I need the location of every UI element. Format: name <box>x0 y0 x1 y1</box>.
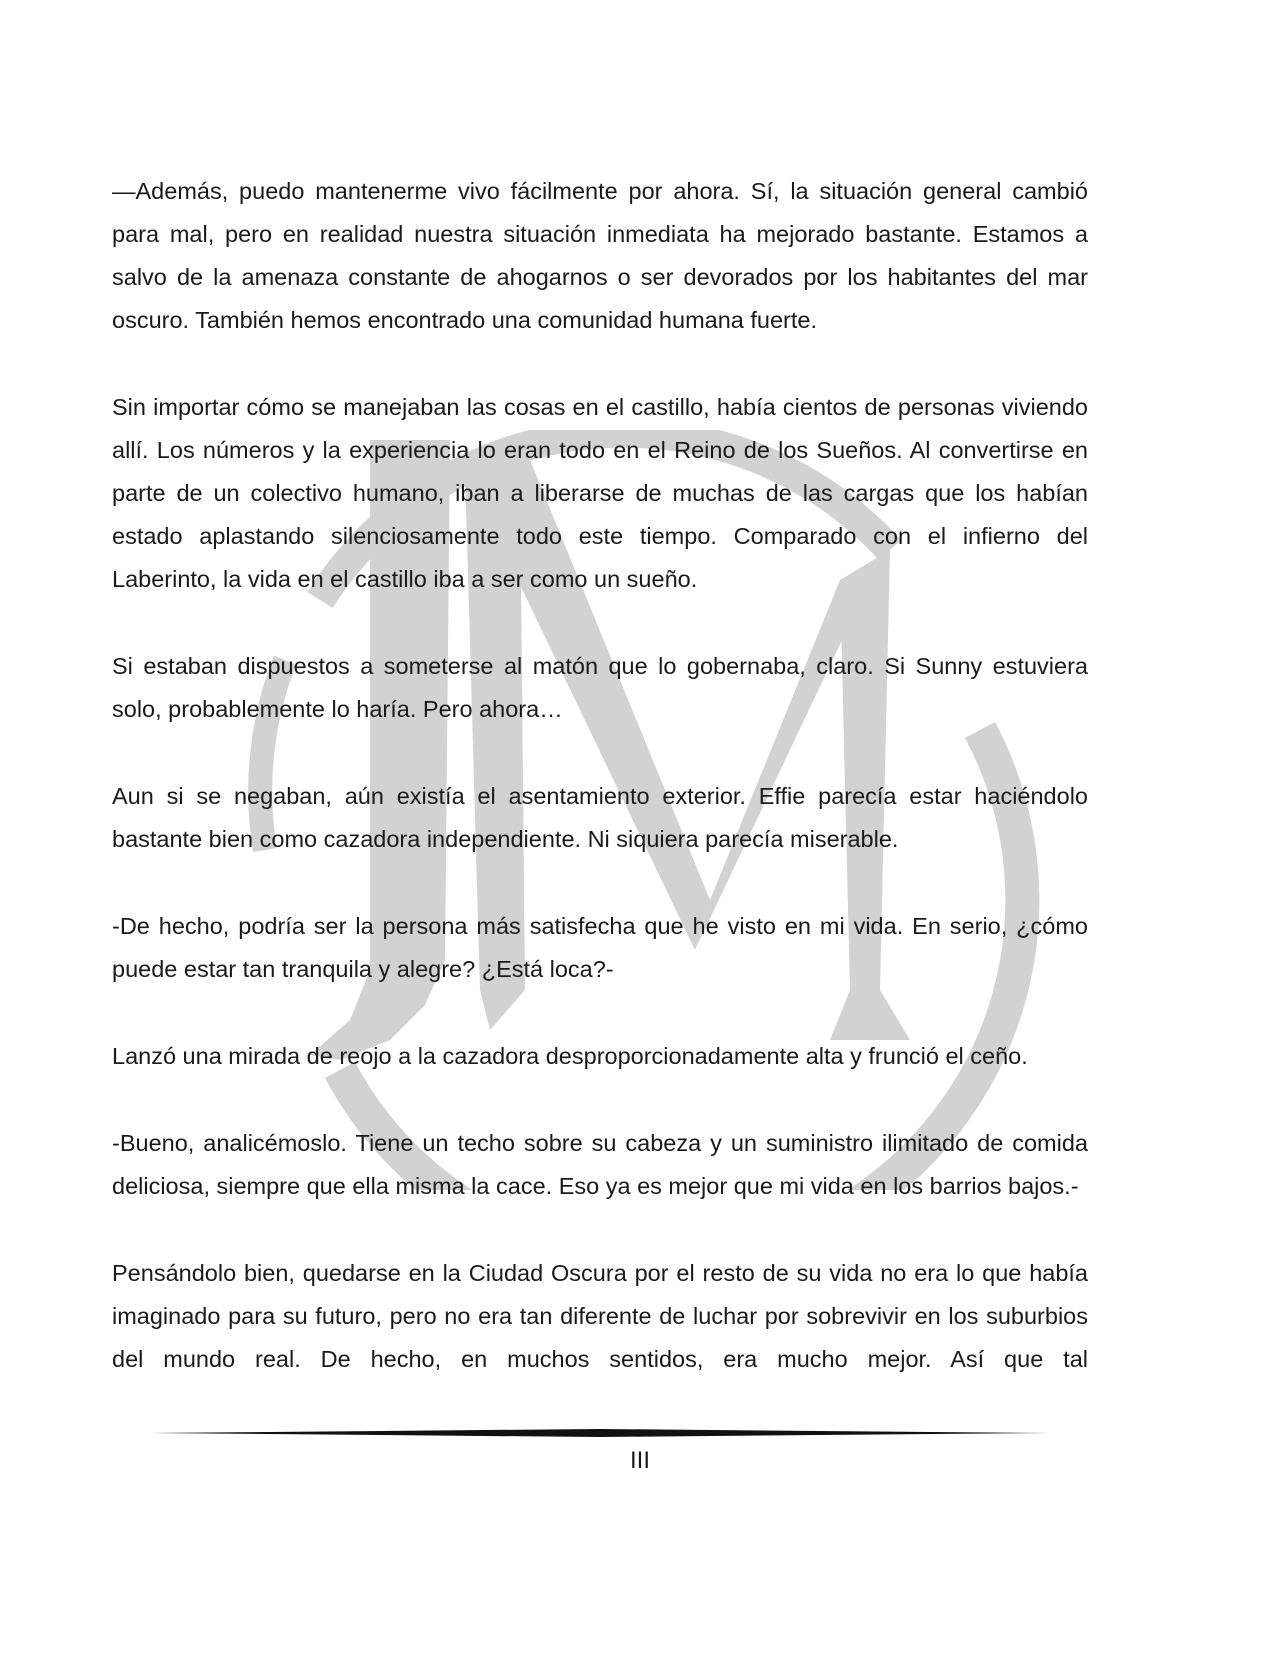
paragraph: -De hecho, podría ser la persona más satisfecha que he visto en mi vida. En serio, ¿cómo puede estar tan tranquila y alegre? ¿Está loca?- <box>112 913 1088 982</box>
paragraph: Pensándolo bien, quedarse en la Ciudad Oscura por el resto de su vida no era lo que había imaginado para su futuro, pero no era tan diferente de luchar por sobrevivir en los suburbios del mundo real. De hecho, en muchos sentidos, era mucho mejor. Así que tal <box>112 1260 1088 1372</box>
page-number: III <box>629 1447 650 1474</box>
paragraph: Aun si se negaban, aún existía el asentamiento exterior. Effie parecía estar haciéndolo bastante bien como cazadora independiente. Ni siquiera parecía miserable. <box>112 783 1088 852</box>
footer-divider <box>150 1428 1050 1438</box>
paragraph: Lanzó una mirada de reojo a la cazadora desproporcionadamente alta y frunció el ceño. <box>112 1043 1028 1069</box>
paragraph: —Además, puedo mantenerme vivo fácilmente por ahora. Sí, la situación general cambió para mal, pero en realidad nuestra situación inmediata ha mejorado bastante. Estamos a salvo de la amenaza constante de ahogarnos o ser devorados por los habitantes del mar oscuro. También hemos encontrado una comunidad humana fuerte. <box>112 178 1088 333</box>
paragraph: -Bueno, analicémoslo. Tiene un techo sobre su cabeza y un suministro ilimitado de comida deliciosa, siempre que ella misma la cace. Eso ya es mejor que mi vida en los barrios bajos.- <box>112 1130 1088 1199</box>
paragraph: Sin importar cómo se manejaban las cosas en el castillo, había cientos de personas viviendo allí. Los números y la experiencia lo eran todo en el Reino de los Sueños. Al convertirse en parte de un colectivo humano, iban a liberarse de muchas de las cargas que los habían estado aplastando silenciosamente todo este tiempo. Comparado con el infierno del Laberinto, la vida en el castillo iba a ser como un sueño. <box>112 394 1088 592</box>
paragraph: Si estaban dispuestos a someterse al matón que lo gobernaba, claro. Si Sunny estuviera solo, probablemente lo haría. Pero ahora… <box>112 653 1088 722</box>
document-body <box>112 170 1088 1381</box>
